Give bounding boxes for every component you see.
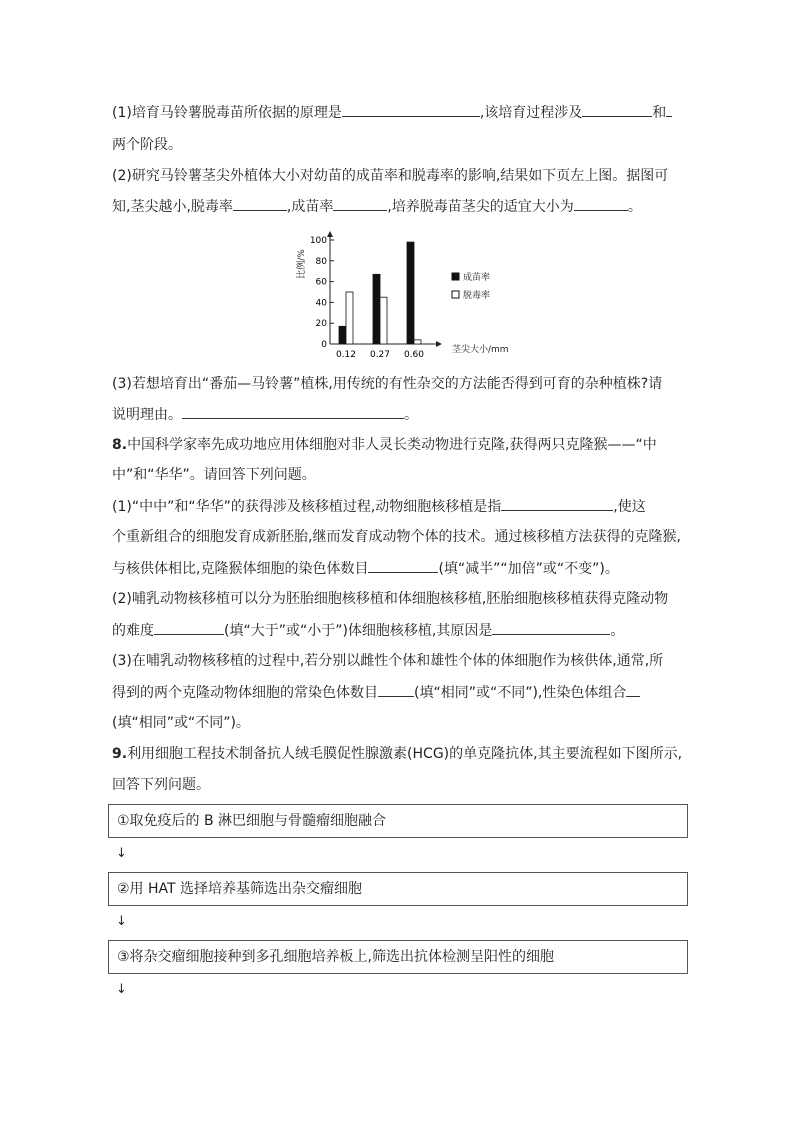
flow-arrow-2: ↓ — [116, 914, 127, 929]
bar-seedling-0 — [339, 326, 346, 344]
q8-p3-text-c: (填“相同”或“不同”),性染色体组合 — [414, 685, 627, 701]
legend-swatch-detox — [452, 291, 459, 298]
q8-stem-line2 — [112, 465, 316, 485]
q8-part3-line2 — [112, 682, 640, 703]
q8-p1-blank-chromosome[interactable] — [368, 558, 438, 573]
q7-part1-line — [112, 102, 672, 123]
q8-p2-text-a: (2)哺乳动物核移植可以分为胚胎细胞核移植和体细胞核移植,胚胎细胞核移植获得克隆动物 — [112, 591, 669, 607]
q7-p2-blank-seedling[interactable] — [333, 196, 387, 211]
q8-p2-blank-reason[interactable] — [492, 620, 610, 635]
q9-stem-line — [112, 744, 682, 764]
q7-part1-line2 — [112, 135, 182, 155]
q7-p2-text-a: (2)研究马铃薯茎尖外植体大小对幼苗的成苗率和脱毒率的影响,结果如下页左上图。据图可 — [112, 168, 669, 184]
q7-p2-text-e: 。 — [627, 199, 642, 215]
q8-p1-text-c: 个重新组合的细胞发育成新胚胎,继而发育成动物个体的技术。通过核移植方法获得的克隆猴, — [112, 529, 681, 545]
q8-stem-line — [112, 435, 657, 455]
q8-number: 8. — [112, 437, 128, 453]
q7-p1-text-a: (1)培育马铃薯脱毒苗所依据的原理是 — [112, 105, 342, 121]
chart-xlabel: 茎尖大小/mm — [452, 345, 509, 355]
q8-p2-text-b: 的难度 — [112, 623, 154, 639]
bar-seedling-1 — [373, 274, 380, 344]
q7-p2-text-c: ,成苗率 — [286, 199, 334, 215]
q7-p3-text-c: 。 — [404, 407, 418, 423]
q8-p1-text-b: ,使这 — [613, 499, 646, 515]
q7-p3-text-a: (3)若想培育出“番茄—马铃薯”植株,用传统的有性杂交的方法能否得到可育的杂种植株?请 — [112, 376, 663, 392]
legend-label-seedling: 成苗率 — [463, 273, 491, 283]
q7-p1-text-d: 两个阶段。 — [112, 137, 182, 153]
q8-p3-text-d: (填“相同”或“不同”)。 — [112, 715, 250, 731]
q8-p3-text-b: 得到的两个克隆动物体细胞的常染色体数目 — [112, 685, 378, 701]
q8-p1-text-d: 与核供体相比,克隆猴体细胞的染色体数目 — [112, 561, 369, 577]
y-tick-label-1: 20 — [315, 319, 327, 330]
q7-part3-line2 — [112, 404, 418, 425]
y-tick-label-3: 60 — [315, 277, 327, 288]
q7-p1-blank-stage2[interactable] — [666, 102, 672, 117]
x-tick-label-2: 0.60 — [403, 350, 425, 360]
flow-arrow-1: ↓ — [116, 846, 127, 861]
q7-p1-text-c: 和 — [652, 105, 667, 121]
q7-p2-text-d: ,培养脱毒苗茎尖的适宜大小为 — [387, 199, 574, 215]
q8-part2-line — [112, 589, 668, 609]
q9-stem-line2 — [112, 775, 210, 795]
bar-detox-1 — [380, 297, 387, 344]
bar-chart — [290, 228, 520, 362]
chart-y-arrow — [327, 231, 333, 237]
y-tick-label-5: 100 — [309, 236, 327, 246]
q8-p1-text-e: (填“减半”“加倍”或“不变”)。 — [438, 561, 619, 577]
q7-p1-blank-stage1[interactable] — [582, 102, 652, 117]
flow-step-3: ③将杂交瘤细胞接种到多孔细胞培养板上,筛选出抗体检测呈阳性的细胞 — [108, 940, 688, 974]
q8-p1-text-a: (1)“中中”和“华华”的获得涉及核移植过程,动物细胞核移植是指 — [112, 499, 502, 515]
q8-part1-line2 — [112, 527, 681, 547]
q8-part2-line2 — [112, 620, 624, 641]
q7-p3-text-b: 说明理由。 — [112, 407, 182, 423]
q8-part1-line3 — [112, 558, 619, 579]
y-tick-label-0: 0 — [321, 340, 327, 350]
q8-part1-line — [112, 496, 646, 517]
y-tick-label-4: 80 — [315, 256, 327, 267]
q8-part3-line3 — [112, 713, 250, 733]
q9-number: 9. — [112, 746, 128, 762]
q9-stem-b: 回答下列问题。 — [112, 777, 210, 793]
q7-p1-blank-principle[interactable] — [342, 102, 480, 117]
x-tick-label-1: 0.27 — [369, 350, 391, 360]
q7-p2-blank-detox[interactable] — [233, 196, 287, 211]
q8-p2-blank-difficulty[interactable] — [154, 620, 224, 635]
q7-p2-blank-size[interactable] — [574, 196, 628, 211]
q7-part2-line2 — [112, 196, 642, 217]
bar-detox-2 — [414, 340, 421, 344]
q8-p1-blank-definition[interactable] — [501, 496, 613, 511]
q9-stem-a: 利用细胞工程技术制备抗人绒毛膜促性腺激素(HCG)的单克隆抗体,其主要流程如下图所示, — [127, 746, 683, 762]
q8-p3-text-a: (3)在哺乳动物核移植的过程中,若分别以雌性个体和雄性个体的体细胞作为核供体,通常,所 — [112, 653, 664, 669]
x-tick-label-0: 0.12 — [335, 350, 357, 360]
q8-stem-a: 中国科学家率先成功地应用体细胞对非人灵长类动物进行克隆,获得两只克隆猴——“中 — [127, 437, 657, 453]
q7-p1-text-b: ,该培育过程涉及 — [479, 105, 583, 121]
flow-step-2: ②用 HAT 选择培养基筛选出杂交瘤细胞 — [108, 872, 688, 906]
q8-p2-text-c: (填“大于”或“小于”)体细胞核移植,其原因是 — [224, 623, 493, 639]
chart-x-arrow — [436, 341, 442, 347]
bar-detox-0 — [346, 292, 353, 344]
q7-part3-line — [112, 374, 662, 394]
q8-p3-blank-sex-chromosome[interactable] — [626, 682, 640, 697]
q8-p2-text-d: 。 — [610, 623, 625, 639]
flow-step-1: ①取免疫后的 B 淋巴细胞与骨髓瘤细胞融合 — [108, 804, 688, 838]
bar-seedling-2 — [407, 242, 414, 344]
legend-swatch-seedling — [452, 273, 459, 280]
chart-ylabel: 比例/% — [297, 249, 307, 279]
legend-label-detox: 脱毒率 — [463, 291, 491, 301]
y-tick-label-2: 40 — [315, 298, 327, 309]
q8-p3-blank-autosome[interactable] — [378, 682, 414, 697]
q8-part3-line — [112, 651, 663, 671]
q7-p2-text-b: 知,茎尖越小,脱毒率 — [112, 199, 233, 215]
q7-p3-blank-reason[interactable] — [182, 404, 404, 419]
q7-part2-line — [112, 166, 668, 186]
q8-stem-b: 中”和“华华”。请回答下列问题。 — [112, 467, 316, 483]
flow-arrow-3: ↓ — [116, 982, 127, 997]
